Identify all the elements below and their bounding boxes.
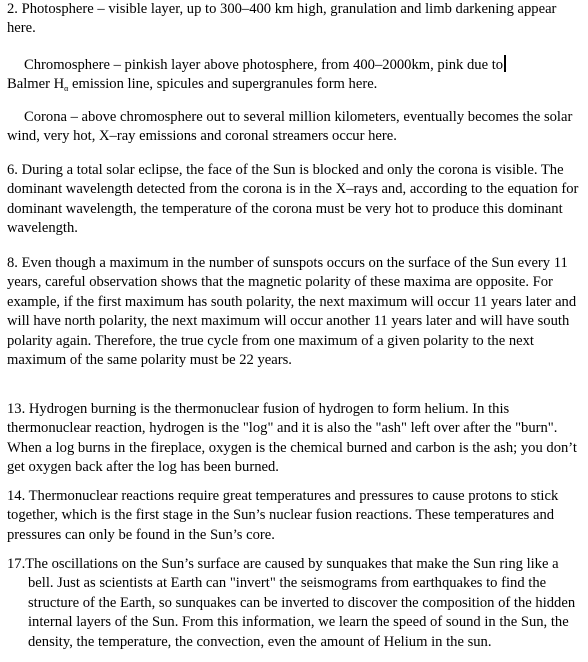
- text-cursor: [504, 55, 506, 72]
- chromosphere-text-line1: Chromosphere – pinkish layer above photosphere, from 400–2000km, pink due to: [24, 57, 504, 73]
- answer-6: 6. During a total solar eclipse, the face of the Sun is blocked and only the corona is visible. The dominant wavelength detected from the corona is in the X–rays and, according to the equation for dominant wavelength, the temperature of the corona must be very hot to produce this dominant wavelength.: [7, 162, 579, 237]
- chromosphere-text-balmer: Balmer H: [7, 76, 65, 93]
- answer-17: 17.The oscillations on the Sun’s surface are caused by sunquakes that make the Sun ring like a bell. Just as scientists at Earth can "invert" the seismograms from earthquakes to find the structure of the Earth, so sunquakes can be inverted to discover the composition of the hidden internal layers of the Sun. From this information, we learn the speed of sound in the Sun, the density, the temperature, the convection, even the amount of Helium in the sun.: [7, 556, 576, 650]
- answer-8: 8. Even though a maximum in the number of sunspots occurs on the surface of the Sun every 11 years, careful observation shows that the magnetic polarity of these maxima are opposite. For example, if the first maximum has south polarity, the next maximum will occur 11 years later and will have north polarity, the next maximum will occur another 11 years later and will have south polarity again. Therefore, the true cycle from one maximum of a given polarity to the next maximum of the same polarity must be 22 years.: [7, 255, 577, 369]
- answer-13: 13. Hydrogen burning is the thermonuclear fusion of hydrogen to form helium. In this thermonuclear reaction, hydrogen is the "log" and it is also the "ash" left over after the "burn". When a log burns in the fireplace, oxygen is the chemical burned and carbon is the ash; you don’t get oxygen back after the log has been burned.: [7, 401, 577, 476]
- answer-2-chromosphere: [7, 55, 585, 99]
- h-alpha-subscript: α: [64, 84, 69, 94]
- chromosphere-text-rest: emission line, spicules and supergranules form here.: [68, 76, 378, 93]
- answer-14: 14. Thermonuclear reactions require great temperatures and pressures to cause protons to stick together, which is the first stage in the Sun’s nuclear fusion reactions. These temperatures and pressures can only be found in the Sun’s core.: [7, 488, 559, 543]
- answer-2-photosphere: 2. Photosphere – visible layer, up to 300–400 km high, granulation and limb darkening appear here.: [7, 1, 557, 37]
- answer-2-corona: Corona – above chromosphere out to several million kilometers, eventually becomes the solar wind, very hot, X–ray emissions and coronal streamers occur here.: [7, 109, 573, 145]
